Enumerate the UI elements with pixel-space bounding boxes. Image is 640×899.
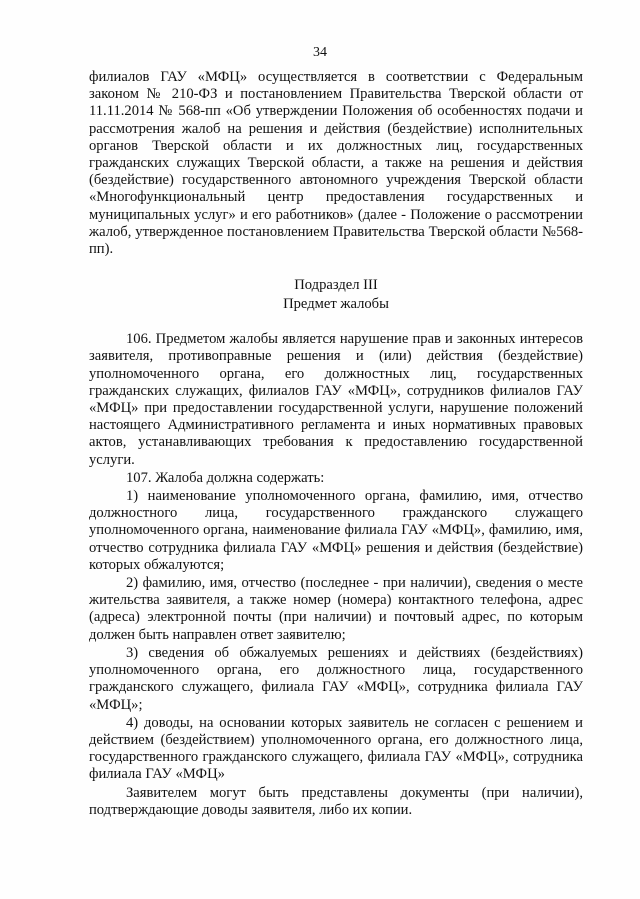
intro-paragraph: филиалов ГАУ «МФЦ» осуществляется в соответствии с Федеральным законом № 210-ФЗ и постановлением Правительства Тверской области от 11.11.2014 № 568-пп «Об утверждении Положения об особенностях подачи и рассмотрения жалоб на решения и действия (бездействие) исполнительных органов Тверской области и их должностных лиц, государственных гражданских служащих Тверской области, а также на решения и действия (бездействие) государственного автономного учреждения Тверской области «Многофункциональный центр предоставления государственных и муниципальных услуг» и его работников» (далее - Положение о рассмотрении жалоб, утвержденное постановлением Правительства Тверской области №568-пп). [89, 69, 583, 258]
paragraph-107: 107. Жалоба должна содержать: [126, 469, 325, 486]
paragraph-106: 106. Предметом жалобы является нарушение прав и законных интересов заявителя, противоправные решения и (или) действия (бездействие) уполномоченного органа, его должностных лиц, государственных гражданских служащих, филиалов ГАУ «МФЦ», сотрудников филиалов ГАУ «МФЦ» при предоставлении государственной услуги, нарушение положений настоящего Административного регламента и иных нормативных правовых актов, устанавливающих требования к предоставлению государственной услуги. [89, 331, 583, 468]
subsection-label: Подраздел III [294, 277, 378, 294]
closing-paragraph: Заявителем могут быть представлены документы (при наличии), подтверждающие доводы заявителя, либо их копии. [89, 784, 583, 818]
document-body [89, 69, 583, 819]
page-number: 34 [313, 45, 327, 60]
subsection-title: Предмет жалобы [283, 296, 389, 313]
list-item-3: 3) сведения об обжалуемых решениях и действиях (бездействиях) уполномоченного органа, его должностного лица, государственного гражданского служащего, филиала ГАУ «МФЦ», сотрудника филиала ГАУ «МФЦ»; [89, 644, 583, 713]
list-item-2: 2) фамилию, имя, отчество (последнее - при наличии), сведения о месте жительства заявителя, а также номер (номера) контактного телефона, адрес (адреса) электронной почты (при наличии) и почтовый адрес, по которым должен быть направлен ответ заявителю; [89, 575, 583, 643]
list-item-4: 4) доводы, на основании которых заявитель не согласен с решением и действием (бездействием) уполномоченного органа, его должностного лица, государственного гражданского служащего, филиала ГАУ «МФЦ», сотрудника филиала ГАУ «МФЦ» [89, 714, 583, 783]
list-item-1: 1) наименование уполномоченного органа, фамилию, имя, отчество должностного лица, государственного гражданского служащего уполномоченного органа, наименование филиала ГАУ «МФЦ», фамилию, имя, отчество сотрудника филиала ГАУ «МФЦ» решения и действия (бездействие) которых обжалуются; [89, 488, 583, 573]
